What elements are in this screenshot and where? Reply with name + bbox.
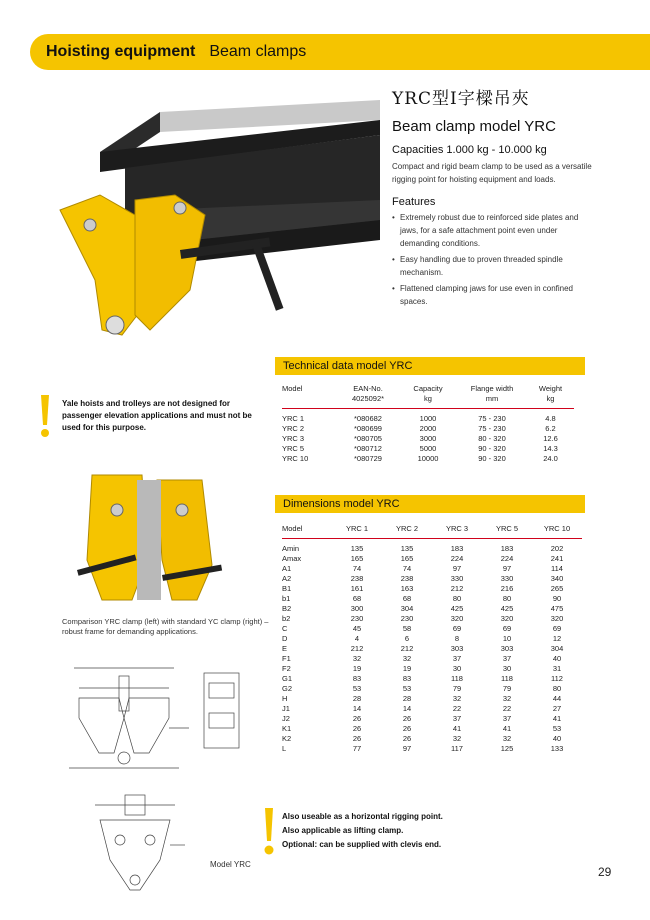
chinese-title: YRC型I字樑吊夾 [392, 89, 530, 109]
table-row [282, 614, 582, 624]
note-item: Optional: can be supplied with clevis end. [282, 840, 442, 849]
dimension-value: 80 [502, 594, 512, 603]
dimension-value: 320 [550, 614, 564, 623]
dimension-label: J1 [282, 704, 290, 713]
dimension-value: 238 [400, 574, 414, 583]
dimension-value: 303 [450, 644, 464, 653]
header-category: Hoisting equipment [46, 43, 196, 60]
dimension-value: 4 [354, 634, 360, 643]
dimension-value: 212 [400, 644, 414, 653]
col-header-yrc3: YRC 3 [432, 524, 482, 539]
dimension-value: 32 [502, 694, 512, 703]
dimension-value: 32 [352, 654, 362, 663]
dimension-value: 74 [402, 564, 412, 573]
dimension-value: 125 [500, 744, 514, 753]
dimension-value: 340 [550, 574, 564, 583]
dimension-value: 161 [350, 584, 364, 593]
dimension-value: 135 [400, 544, 414, 553]
dimension-label: K1 [282, 724, 292, 733]
dimension-value: 265 [550, 584, 564, 593]
dimension-value: 165 [400, 554, 414, 563]
table-row [282, 724, 582, 734]
table-row [282, 634, 582, 644]
dimension-value: 83 [352, 674, 362, 683]
dimension-value: 30 [452, 664, 462, 673]
dimension-value: 37 [502, 654, 512, 663]
warning-text: Yale hoists and trolleys are not designed for passenger elevation applications and must not be used for this purpose. [62, 399, 252, 432]
dimension-value: 68 [402, 594, 412, 603]
table-row: YRC 10 *080729 10000 90 - 320 24.0 [282, 454, 558, 463]
dimension-value: 425 [450, 604, 464, 613]
technical-data-table [282, 384, 574, 464]
dimension-value: 53 [552, 724, 562, 733]
col-header-yrc2: YRC 2 [382, 524, 432, 539]
dimension-value: 40 [552, 734, 562, 743]
dimension-value: 117 [451, 744, 463, 753]
col-header-model: Model [282, 524, 332, 539]
dimension-value: 320 [500, 614, 514, 623]
table-row [282, 704, 582, 714]
dimension-value: 300 [350, 604, 364, 613]
dimension-value: 10 [502, 634, 512, 643]
table-row [282, 594, 582, 604]
dimension-value: 22 [502, 704, 512, 713]
dimensions-heading: Dimensions model YRC [275, 495, 585, 513]
table-row: YRC 3 *080705 3000 80 - 320 12.6 [282, 434, 558, 443]
dimension-value: 45 [352, 624, 362, 633]
dimension-drawing [64, 658, 254, 778]
dimension-value: 425 [500, 604, 514, 613]
dimension-value: 32 [402, 654, 412, 663]
table-row [282, 644, 582, 654]
dimension-value: 80 [452, 594, 462, 603]
dimension-label: Amin [282, 544, 300, 553]
dimension-value: 224 [500, 554, 514, 563]
dimension-label: H [282, 694, 288, 703]
table-row [282, 564, 582, 574]
dimension-value: 90 [552, 594, 562, 603]
dimension-value: 32 [452, 694, 462, 703]
dimension-value: 6 [404, 634, 410, 643]
table-row: YRC 1 *080682 1000 75 - 230 4.8 [282, 414, 556, 423]
dimension-value: 183 [450, 544, 464, 553]
dimension-label: J2 [282, 714, 290, 723]
dimension-value: 303 [500, 644, 514, 653]
table-row [282, 604, 582, 614]
dimension-value: 202 [550, 544, 564, 553]
table-row [282, 584, 582, 594]
page-number: 29 [598, 865, 612, 879]
dimension-value: 12 [552, 634, 562, 643]
dimension-value: 28 [352, 694, 362, 703]
dimension-value: 475 [550, 604, 564, 613]
dimension-value: 8 [454, 634, 460, 643]
dimension-label: K2 [282, 734, 292, 743]
table-row [282, 624, 582, 634]
dimension-value: 40 [552, 654, 562, 663]
dimension-value: 230 [350, 614, 364, 623]
model-title: Beam clamp model YRC [392, 118, 556, 135]
dimension-label: L [282, 744, 287, 753]
dimension-value: 26 [352, 714, 362, 723]
dimension-value: 26 [352, 724, 362, 733]
dimension-value: 74 [352, 564, 362, 573]
dimension-label: b1 [282, 594, 291, 603]
dimension-value: 27 [552, 704, 562, 713]
dimension-value: 77 [352, 744, 362, 753]
dimension-value: 14 [402, 704, 412, 713]
dimension-label: A2 [282, 574, 292, 583]
dimension-label: Amax [282, 554, 302, 563]
dimension-value: 135 [350, 544, 364, 553]
dimension-value: 183 [500, 544, 514, 553]
dimension-value: 44 [552, 694, 562, 703]
dimension-value: 320 [450, 614, 464, 623]
dimension-value: 69 [552, 624, 562, 633]
note-item: Also applicable as lifting clamp. [282, 826, 404, 835]
dimension-value: 53 [402, 684, 412, 693]
dimension-value: 83 [402, 674, 412, 683]
table-row [282, 664, 582, 674]
table-row [282, 694, 582, 704]
dimension-value: 26 [402, 734, 412, 743]
dimension-label: G2 [282, 684, 293, 693]
dimension-value: 26 [352, 734, 362, 743]
product-description: Compact and rigid beam clamp to be used as a versatile rigging point for hoisting equipment and loads. [392, 162, 592, 184]
col-header-yrc1: YRC 1 [332, 524, 382, 539]
dimension-value: 118 [501, 674, 513, 683]
dimension-label: E [282, 644, 288, 653]
warning-box [62, 398, 262, 434]
dimension-value: 69 [452, 624, 462, 633]
model-drawing [80, 790, 190, 900]
table-row [282, 684, 582, 694]
dimension-value: 37 [502, 714, 512, 723]
col-header-yrc10: YRC 10 [532, 524, 582, 539]
table-row: YRC 2 *080699 2000 75 - 230 6.2 [282, 424, 556, 433]
col-header-model: Model [282, 384, 337, 409]
dimension-label: A1 [282, 564, 292, 573]
table-row [282, 654, 582, 664]
dimension-value: 97 [402, 744, 412, 753]
dimension-value: 22 [452, 704, 462, 713]
dimension-label: F1 [282, 654, 291, 663]
notes-exclamation-icon [264, 808, 274, 856]
dimension-value: 31 [552, 664, 562, 673]
features-list [392, 211, 592, 311]
comparison-photo [72, 470, 232, 610]
dimension-label: b2 [282, 614, 291, 623]
col-header-weight: Weight kg [527, 384, 574, 409]
dimension-value: 26 [402, 724, 412, 733]
comparison-caption: Comparison YRC clamp (left) with standard YC clamp (right) – robust frame for demanding applications. [62, 617, 269, 636]
dimension-value: 69 [502, 624, 512, 633]
dimension-value: 41 [452, 724, 462, 733]
dimension-label: B2 [282, 604, 292, 613]
dimension-value: 26 [402, 714, 412, 723]
dimension-value: 118 [451, 674, 463, 683]
dimension-value: 32 [452, 734, 462, 743]
dimension-value: 19 [402, 664, 412, 673]
dimension-value: 37 [452, 714, 462, 723]
table-row [282, 714, 582, 724]
dimension-value: 224 [450, 554, 464, 563]
dimension-value: 238 [350, 574, 364, 583]
dimension-value: 216 [500, 584, 514, 593]
dimension-value: 80 [552, 684, 562, 693]
note-item: Also useable as a horizontal rigging point. [282, 812, 443, 821]
drawing-label: Model YRC [210, 860, 251, 869]
dimension-value: 28 [402, 694, 412, 703]
dimension-label: G1 [282, 674, 293, 683]
dimension-label: C [282, 624, 288, 633]
dimension-value: 97 [502, 564, 512, 573]
dimension-value: 30 [502, 664, 512, 673]
notes [282, 810, 443, 852]
dimension-value: 163 [400, 584, 414, 593]
dimension-value: 41 [502, 724, 512, 733]
dimension-value: 241 [550, 554, 564, 563]
dimension-value: 68 [352, 594, 362, 603]
capacity-range: Capacities 1.000 kg - 10.000 kg [392, 144, 547, 156]
features-heading: Features [392, 196, 436, 208]
table-row: YRC 5 *080712 5000 90 - 320 14.3 [282, 444, 558, 453]
dimension-value: 165 [350, 554, 364, 563]
header-bar [30, 34, 650, 70]
dimension-value: 53 [352, 684, 362, 693]
dimension-value: 304 [550, 644, 564, 653]
table-row [282, 574, 582, 584]
col-header-capacity: Capacity kg [399, 384, 457, 409]
col-header-ean: EAN-No. 4025092* [337, 384, 399, 409]
dimension-value: 41 [552, 714, 562, 723]
table-row [282, 539, 582, 555]
technical-data-heading: Technical data model YRC [275, 357, 585, 375]
dimension-value: 330 [500, 574, 514, 583]
table-row [282, 734, 582, 744]
beam-clamp-photo [40, 90, 380, 360]
col-header-yrc5: YRC 5 [482, 524, 532, 539]
dimension-value: 37 [452, 654, 462, 663]
dimension-value: 19 [352, 664, 362, 673]
feature-item: • Flattened clamping jaws for use even in confined spaces. [392, 282, 592, 308]
dimension-value: 32 [502, 734, 512, 743]
table-row [282, 744, 582, 754]
dimensions-table [282, 524, 582, 754]
warning-exclamation-icon [40, 395, 50, 439]
dimension-value: 212 [450, 584, 464, 593]
dimension-value: 212 [350, 644, 364, 653]
dimension-label: D [282, 634, 288, 643]
dimension-label: B1 [282, 584, 292, 593]
dimension-value: 58 [402, 624, 412, 633]
header-subcategory: Beam clamps [209, 43, 307, 60]
dimension-value: 79 [502, 684, 512, 693]
dimension-value: 114 [551, 564, 563, 573]
dimension-value: 230 [400, 614, 414, 623]
table-row [282, 554, 582, 564]
col-header-flange-width: Flange width mm [457, 384, 527, 409]
table-row [282, 674, 582, 684]
dimension-value: 304 [400, 604, 414, 613]
dimension-value: 14 [352, 704, 362, 713]
feature-item: • Extremely robust due to reinforced side plates and jaws, for a safe attachment point even under demanding conditions. [392, 211, 592, 250]
feature-item: • Easy handling due to proven threaded spindle mechanism. [392, 253, 592, 279]
dimension-value: 133 [550, 744, 564, 753]
dimension-label: F2 [282, 664, 291, 673]
dimension-value: 112 [551, 674, 563, 683]
dimension-value: 330 [450, 574, 464, 583]
dimension-value: 97 [452, 564, 462, 573]
dimension-value: 79 [452, 684, 462, 693]
